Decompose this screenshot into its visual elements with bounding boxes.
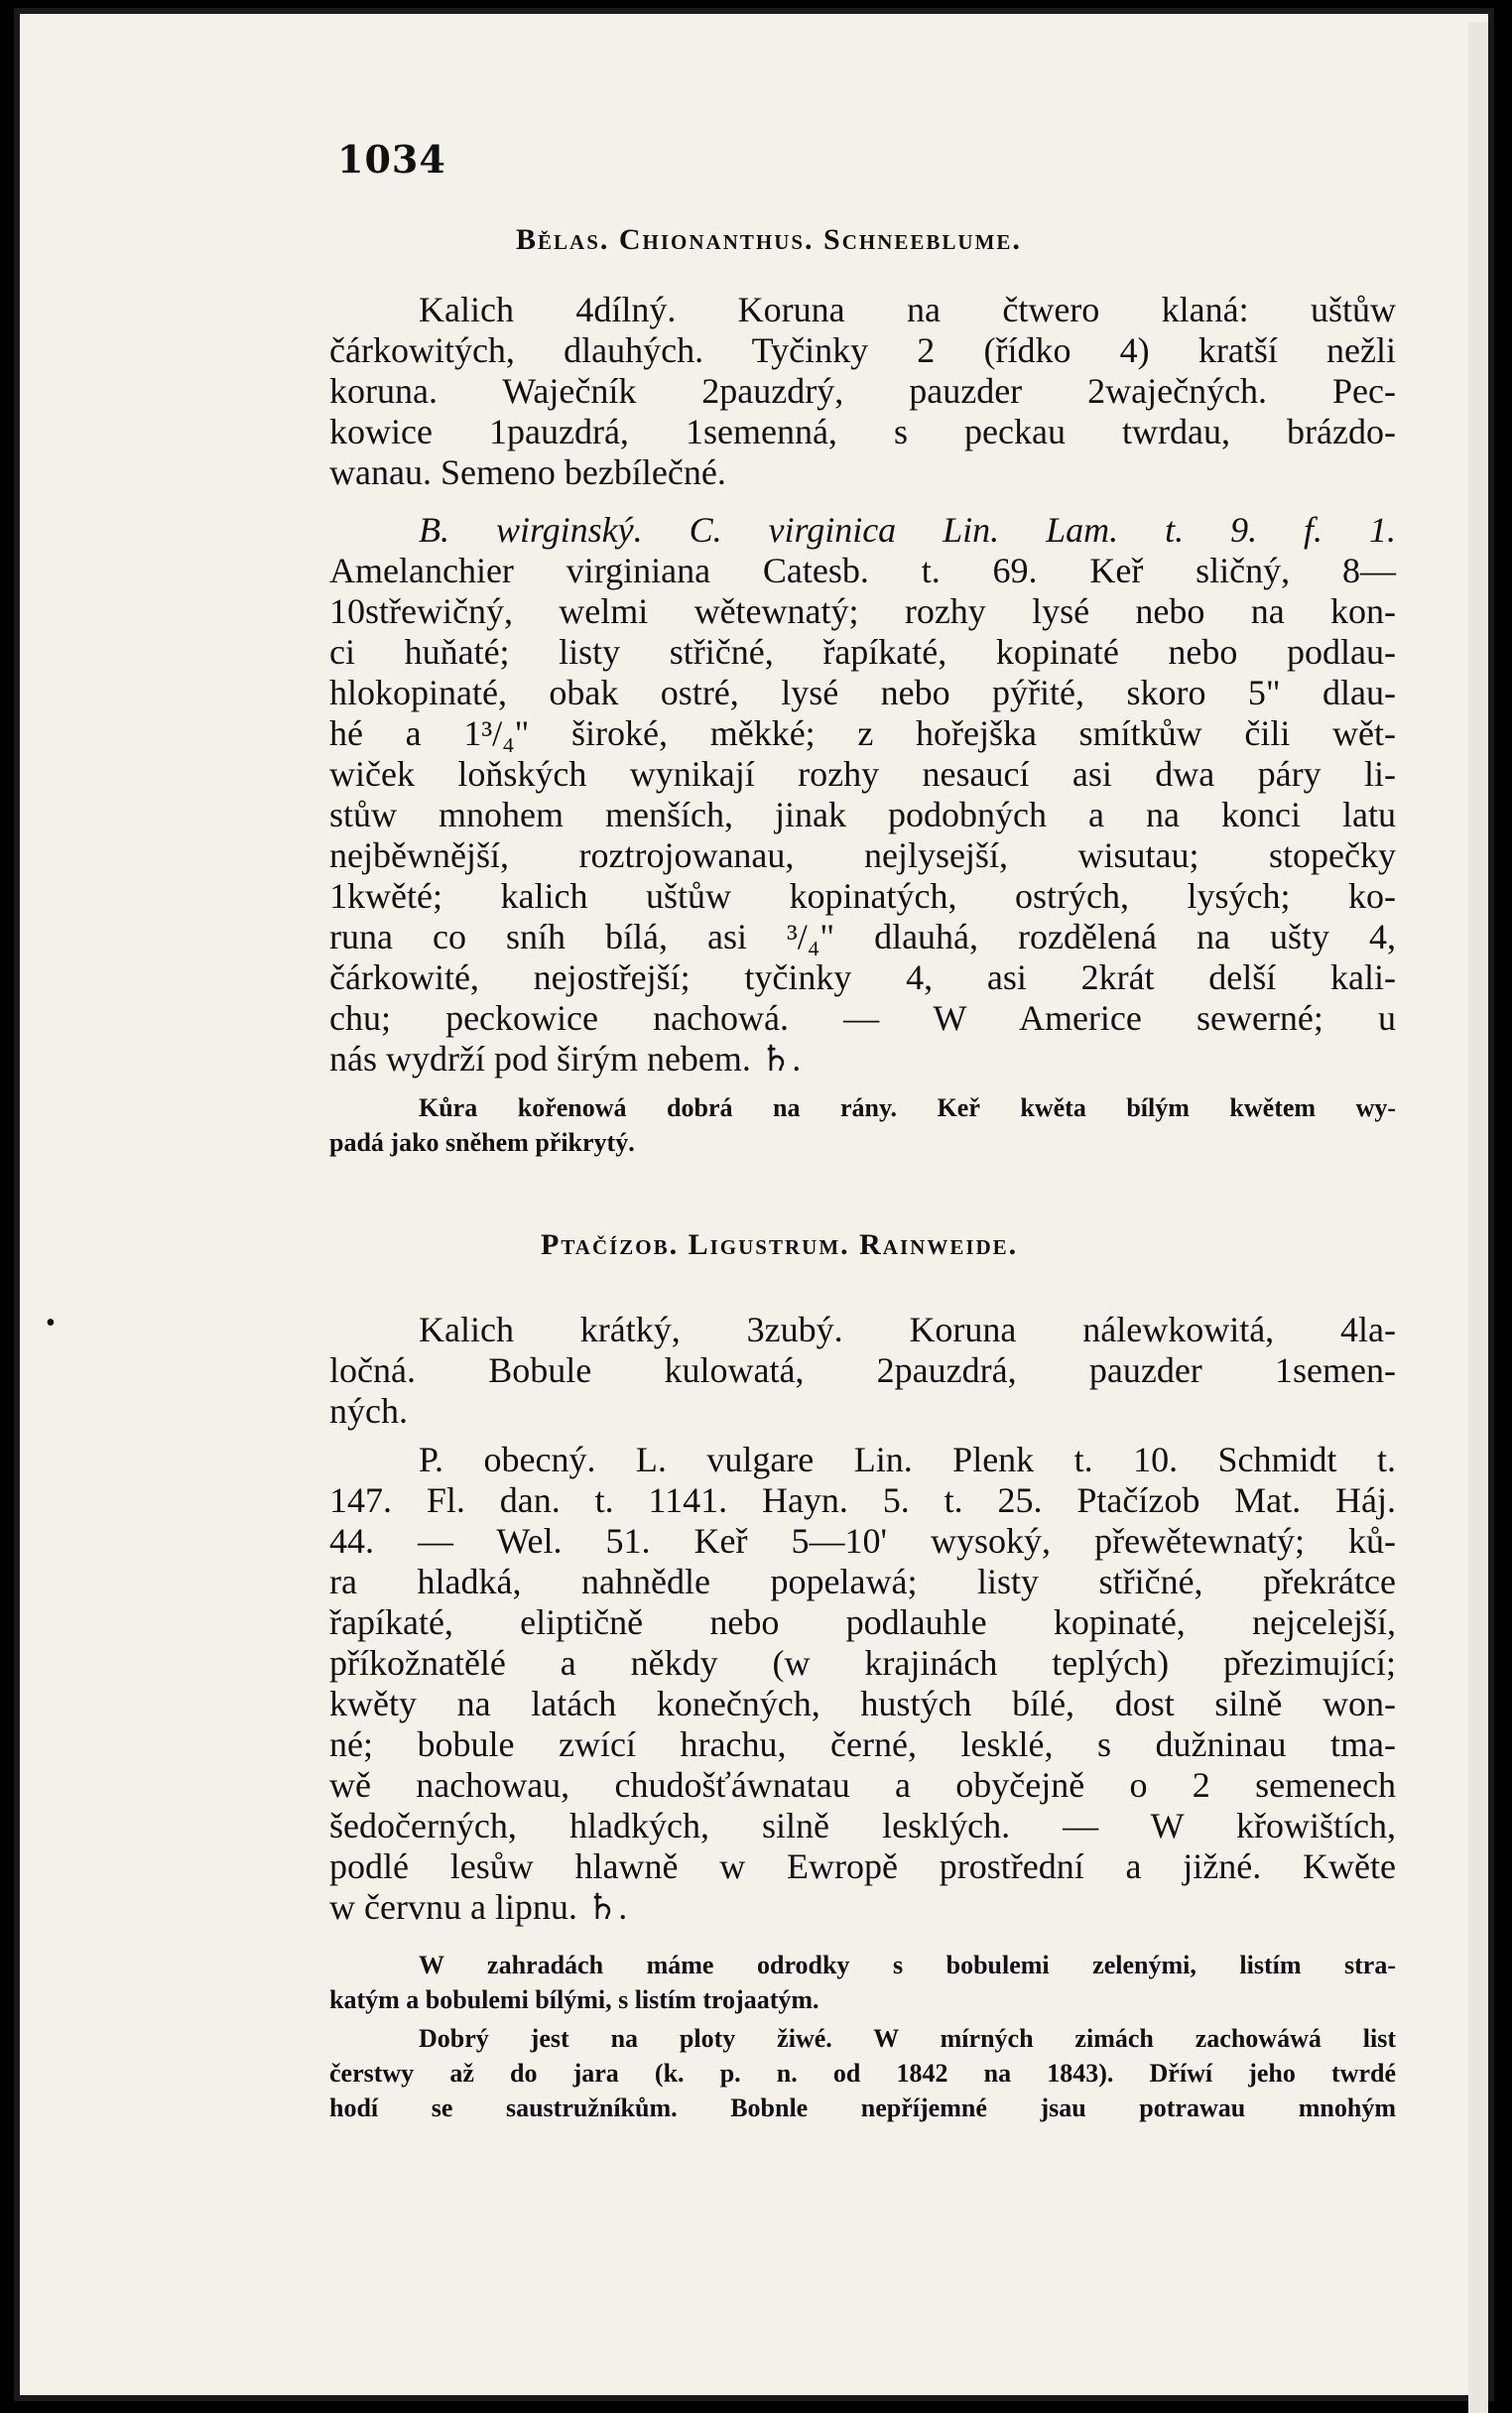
footnote-line: Dobrý jest na ploty žiwé. W mírných zimách zachowáwá list bbox=[419, 2024, 1396, 2053]
text-line: nás wydrží pod širým nebem. ♄. bbox=[329, 1039, 802, 1079]
page-edge-strip bbox=[1468, 22, 1488, 2413]
text-line: kowice 1pauzdrá, 1semenná, s peckau twrdau, brázdo- bbox=[329, 412, 1396, 451]
text-line: ných. bbox=[329, 1391, 408, 1431]
text-line: šedočerných, hladkých, silně lesklých. — W křowištích, bbox=[329, 1806, 1396, 1845]
text-line: hlokopinaté, obak ostré, lysé nebo pýřité, skoro 5" dlau- bbox=[329, 673, 1396, 712]
footnote-line: padá jako sněhem přikrytý. bbox=[329, 1128, 635, 1157]
text-line: kwěty na latách konečných, hustých bílé, dost silně won- bbox=[329, 1684, 1396, 1723]
page-number: 1034 bbox=[337, 137, 446, 182]
footnote-line: katým a bobulemi bílými, s listím trojaatým. bbox=[329, 1985, 819, 2014]
text-line: wiček loňských wynikají rozhy nesaucí asi dwa páry li- bbox=[329, 754, 1396, 794]
text-line: příkožnatělé a někdy (w krajinách teplých) přezimující; bbox=[329, 1643, 1396, 1683]
footnote-line: hodí se saustružníkům. Bobnle nepříjemné jsau potrawau mnohým bbox=[329, 2094, 1396, 2122]
margin-mark: • bbox=[46, 1308, 56, 1338]
text-line: ločná. Bobule kulowatá, 2pauzdrá, pauzder 1semen- bbox=[329, 1350, 1396, 1390]
text-line: podlé lesůw hlawně w Ewropě prostřední a jižné. Kwěte bbox=[329, 1846, 1396, 1886]
text-line: ci huňaté; listy střičné, řapíkaté, kopinaté nebo podlau- bbox=[329, 632, 1396, 672]
text-line: wě nachowau, chudošťáwnatau a obyčejně o 2 semenech bbox=[329, 1765, 1396, 1805]
text-line: hé a 1³/₄" široké, měkké; z hořejška smítkůw čili wět- bbox=[329, 713, 1396, 753]
section-heading-chionanthus: Bělas. Chionanthus. Schneeblume. bbox=[516, 223, 1022, 256]
text-line: koruna. Waječník 2pauzdrý, pauzder 2waječných. Pec- bbox=[329, 371, 1396, 411]
text-line: 147. Fl. dan. t. 1141. Hayn. 5. t. 25. Ptačízob Mat. Háj. bbox=[329, 1480, 1396, 1520]
text-line: P. obecný. L. vulgare Lin. Plenk t. 10. Schmidt t. bbox=[419, 1440, 1396, 1479]
text-line: 10střewičný, welmi wětewnatý; rozhy lysé nebo na kon- bbox=[329, 591, 1396, 631]
text-line: Amelanchier virginiana Catesb. t. 69. Keř sličný, 8— bbox=[329, 551, 1396, 590]
text-line: runa co sníh bílá, asi ³/₄" dlauhá, rozdělená na ušty 4, bbox=[329, 917, 1396, 956]
text-line: chu; peckowice nachowá. — W Americe sewerné; u bbox=[329, 998, 1396, 1038]
footnote-line: čerstwy až do jara (k. p. n. od 1842 na 1843). Dříwí jeho twrdé bbox=[329, 2059, 1396, 2088]
text-line: 1kwěté; kalich uštůw kopinatých, ostrých, lysých; ko- bbox=[329, 876, 1396, 916]
text-line: nejběwnější, roztrojowanau, nejlysejší, wisutau; stopečky bbox=[329, 835, 1396, 875]
text-line: Kalich 4dílný. Koruna na čtwero klaná: uštůw bbox=[419, 290, 1396, 329]
footnote-line: W zahradách máme odrodky s bobulemi zelenými, listím stra- bbox=[419, 1951, 1396, 1979]
text-line: w červnu a lipnu. ♄. bbox=[329, 1887, 628, 1927]
text-line: né; bobule zwící hrachu, černé, lesklé, s dužninau tma- bbox=[329, 1724, 1396, 1764]
text-line: Kalich krátký, 3zubý. Koruna nálewkowitá, 4la- bbox=[419, 1310, 1396, 1349]
text-line: ra hladká, nahnědle popelawá; listy střičné, překrátce bbox=[329, 1562, 1396, 1601]
text-line: stůw mnohem menších, jinak podobných a na konci latu bbox=[329, 795, 1396, 834]
text-line: 44. — Wel. 51. Keř 5—10' wysoký, přewětewnatý; ků- bbox=[329, 1521, 1396, 1561]
text-line: řapíkaté, eliptičně nebo podlauhle kopinaté, nejcelejší, bbox=[329, 1602, 1396, 1642]
text-line: wanau. Semeno bezbílečné. bbox=[329, 452, 726, 492]
footnote-line: Kůra kořenowá dobrá na rány. Keř kwěta bílým kwětem wy- bbox=[419, 1093, 1396, 1122]
text-line: B. wirginský. C. virginica Lin. Lam. t. 9. f. 1. bbox=[419, 510, 1396, 550]
text-line: čárkowitých, dlauhých. Tyčinky 2 (řídko 4) kratší nežli bbox=[329, 330, 1396, 370]
section-heading-ligustrum: Ptačízob. Ligustrum. Rainweide. bbox=[541, 1228, 1019, 1261]
text-line: čárkowité, nejostřejší; tyčinky 4, asi 2krát delší kali- bbox=[329, 957, 1396, 997]
